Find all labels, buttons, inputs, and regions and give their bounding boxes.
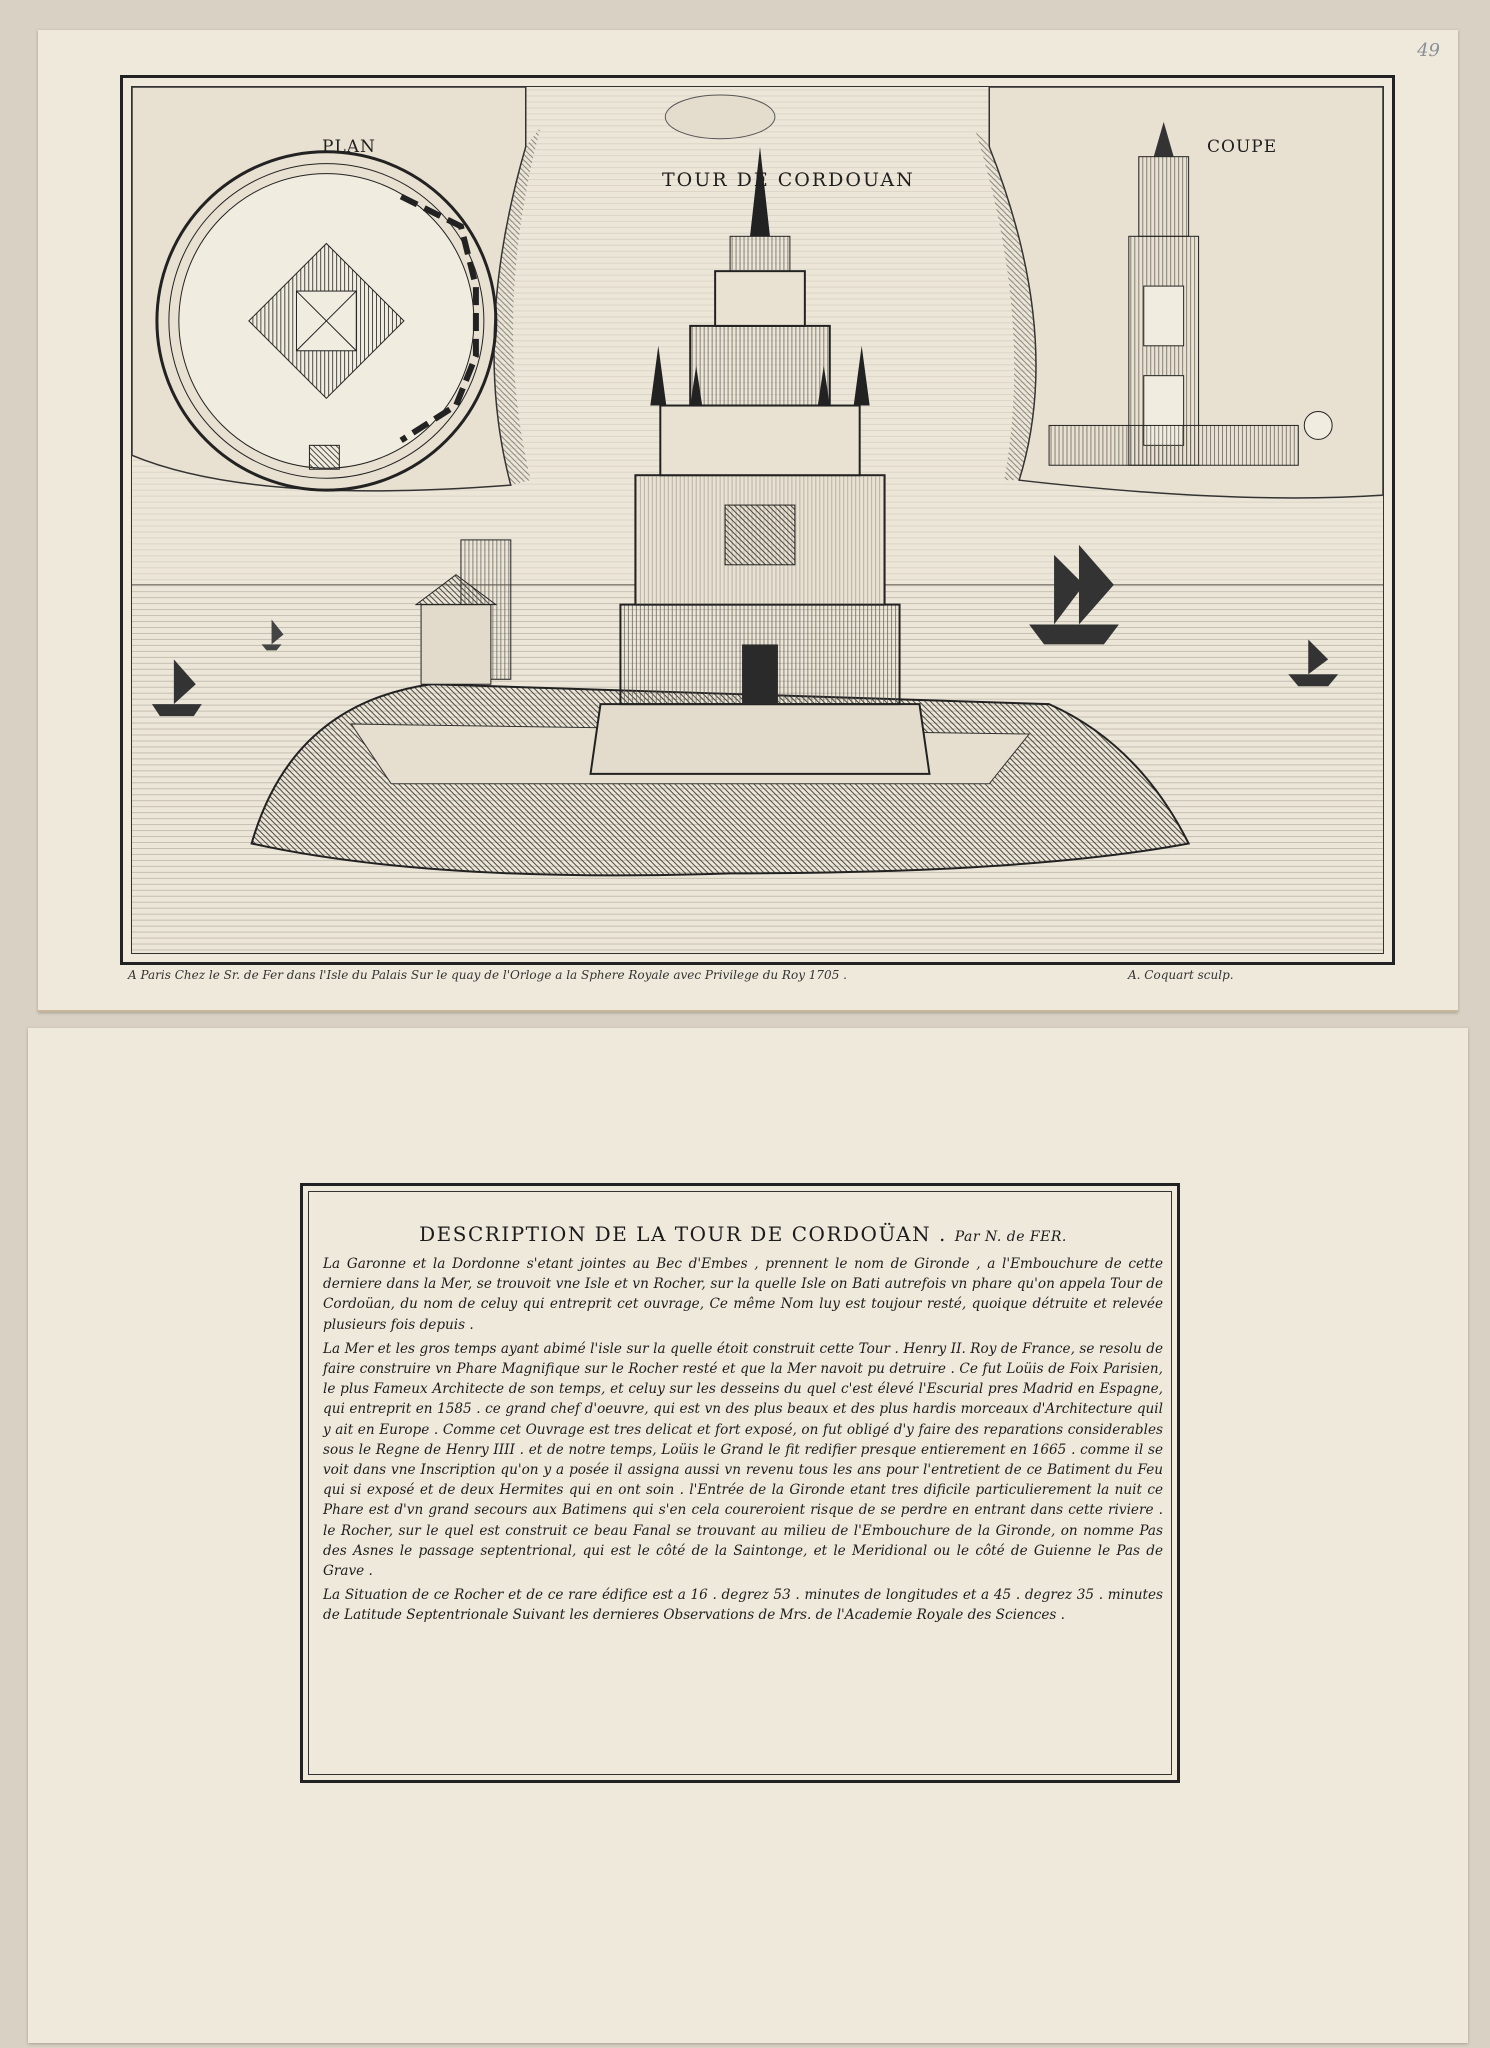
coupe-label: COUPE [1207, 137, 1278, 157]
description-title-text: DESCRIPTION DE LA TOUR DE CORDOÜAN . [419, 1222, 947, 1246]
plan-label: PLAN [322, 137, 376, 157]
description-byline: Par N. de FER. [954, 1229, 1067, 1245]
engraving-title: TOUR DE CORDOUAN [662, 169, 915, 191]
description-sheet [28, 1028, 1468, 2043]
engraving-plate [120, 75, 1395, 965]
engraving-illustration [132, 87, 1383, 953]
engraving-plate-inner [131, 86, 1384, 954]
description-paragraph: La Garonne et la Dordonne s'etant jointes au Bec d'Embes , prennent le nom de Gironde , a l'Embouchure de cette derniere dans la Mer, se trouvoit vne Isle et vn Rocher, sur la quelle Isle on Bati autrefois vn phare qu'on appela Tour de Cordoüan, du nom de celuy qui entreprit cet ouvrage, Ce même Nom luy est toujour resté, quoique détruite et relevée plusieurs fois depuis . [323, 1256, 1163, 1333]
description-paragraph: La Mer et les gros temps ayant abimé l'isle sur la quelle étoit construit cette Tour . Henry II. Roy de France, se resolu de faire construire vn Phare Magnifique sur le Rocher resté et que la Mer navoit pu detruire . Ce fut Loüis de Foix Parisien, le plus Fameux Architecte de son temps, et celuy sur les desseins du quel c'est élevé l'Escurial pres Madrid en Espagne, qui entreprit en 1585 . ce grand chef d'oeuvre, qui est vn des plus beaux et des plus hardis morceaux d'Architecture quil y ait en Europe . Comme cet Ouvrage est tres delicat et fort exposé, on fut obligé d'y faire des reparations considerables sous le Regne de Henry IIII . et de notre temps, Loüis le Grand le fit redifier presque entierement en 1665 . comme il se voit dans vne Inscription qu'on y a posée il assigna aussi vn revenu tous les ans pour l'entretient de ce Batiment du Feu qui si exposé et de deux Hermites qui en ont soin . l'Entrée de la Gironde etant tres dificile particulierement la nuit ce Phare est d'vn grand secours aux Batimens qui s'en cela coureroient risque de se perdre en entrant dans cette riviere . le Rocher, sur le quel est construit ce beau Fanal se trouvant au milieu de l'Embouchure de la Gironde, on nomme Pas des Asnes le passage septentrional, qui est le côté de la Saintonge, et le Meridional ou le côté de Guienne le Pas de Grave . [323, 1340, 1163, 1580]
description-title [323, 1222, 1163, 1246]
description-paragraph: La Situation de ce Rocher et de ce rare édifice est a 16 . degrez 53 . minutes de longitudes et a 45 . degrez 35 . minutes de Latitude Septentrionale Suivant les dernieres Observations de Mrs. de l'Academie Royale des Sciences . [323, 1587, 1163, 1624]
description-frame-inner [308, 1191, 1172, 1775]
engraving-sheet [38, 30, 1458, 1012]
page-number: 49 [1417, 40, 1440, 61]
imprint-engraver: A. Coquart sculp. [1128, 968, 1234, 982]
description-frame [300, 1183, 1180, 1783]
imprint-publisher: A Paris Chez le Sr. de Fer dans l'Isle du Palais Sur le quay de l'Orloge a la Sphere Royale avec Privilege du Roy 1705 . [128, 968, 847, 982]
